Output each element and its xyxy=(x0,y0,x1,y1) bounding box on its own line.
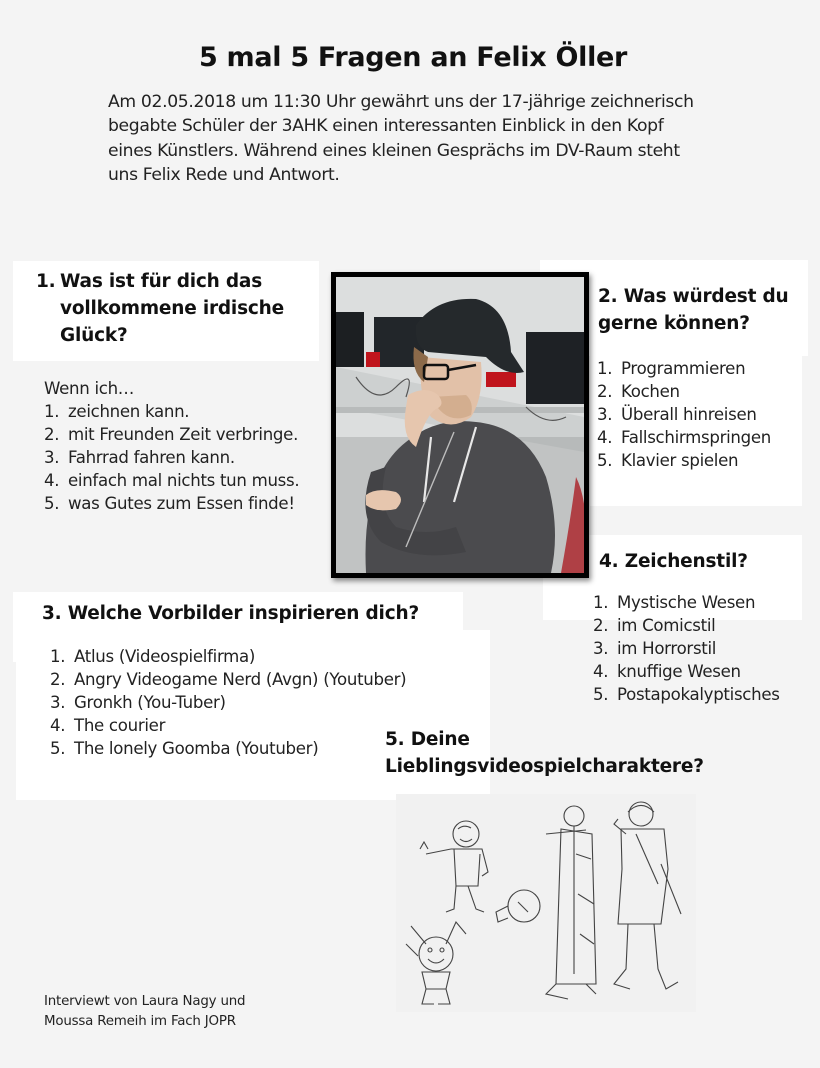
answer-item: 5. Postapokalyptisches xyxy=(593,685,780,704)
intro-line: Am 02.05.2018 um 11:30 Uhr gewährt uns der 17-jährige zeichnerisch xyxy=(108,92,694,112)
portrait-photo xyxy=(331,272,589,578)
portrait-illustration xyxy=(336,277,584,573)
question-2-title: 2. Was würdest du gerne können? xyxy=(598,286,789,334)
question-3-answers xyxy=(50,645,406,760)
answer-item: 3. Gronkh (You-Tuber) xyxy=(50,693,226,712)
interview-credits xyxy=(44,992,245,1032)
question-2-answers xyxy=(597,357,771,472)
intro-line: eines Künstlers. Während eines kleinen Gesprächs im DV-Raum steht xyxy=(108,140,680,161)
answer-item: 1. Mystische Wesen xyxy=(593,593,756,612)
credits-line: Interviewt von Laura Nagy und xyxy=(44,994,246,1009)
answer-item: 5. The lonely Goomba (Youtuber) xyxy=(50,739,319,758)
answer-item: 2. Kochen xyxy=(597,382,680,401)
intro-paragraph xyxy=(108,90,748,187)
question-4-answers xyxy=(593,591,780,706)
answer-item: 3. Überall hinreisen xyxy=(597,405,757,424)
intro-line: uns Felix Rede und Antwort. xyxy=(108,164,340,185)
answer-item: 5. was Gutes zum Essen finde! xyxy=(44,494,295,513)
answer-item: 3. Fahrrad fahren kann. xyxy=(44,448,235,467)
answer-item: 4. The courier xyxy=(50,716,166,735)
answer-item: 3. im Horrorstil xyxy=(593,639,717,658)
question-1-preface: Wenn ich… xyxy=(44,379,135,398)
answer-item: 4. einfach mal nichts tun muss. xyxy=(44,471,300,490)
answer-item: 2. im Comicstil xyxy=(593,616,716,635)
question-5-title: 5. Deine Lieblingsvideospielcharaktere? xyxy=(385,729,704,777)
answer-item: 4. Fallschirmspringen xyxy=(597,428,771,447)
answer-item: 2. mit Freunden Zeit verbringe. xyxy=(44,425,299,444)
answer-item: 1. zeichnen kann. xyxy=(44,402,190,421)
answer-item: 5. Klavier spielen xyxy=(597,451,739,470)
intro-line: begabte Schüler der 3AHK einen interessanten Einblick in den Kopf xyxy=(108,116,664,137)
credits-line: Moussa Remeih im Fach JOPR xyxy=(44,1014,236,1029)
question-4-title: 4. Zeichenstil? xyxy=(599,551,748,572)
character-drawing xyxy=(396,794,696,1012)
answer-item: 1. Programmieren xyxy=(597,359,746,378)
answer-item: 2. Angry Videogame Nerd (Avgn) (Youtuber) xyxy=(50,670,407,689)
answer-item: 4. knuffige Wesen xyxy=(593,662,741,681)
page-title: 5 mal 5 Fragen an Felix Öller xyxy=(198,42,628,73)
character-sketches xyxy=(396,794,696,1012)
photo-content xyxy=(336,277,584,573)
question-1-answers xyxy=(44,377,299,515)
question-3-title: 3. Welche Vorbilder inspirieren dich? xyxy=(42,603,419,624)
question-1-number: 1. xyxy=(36,271,56,292)
answer-item: 1. Atlus (Videospielfirma) xyxy=(50,647,256,666)
question-1-title: 1. Was ist für dich das vollkommene irdische Glück? xyxy=(36,268,326,349)
